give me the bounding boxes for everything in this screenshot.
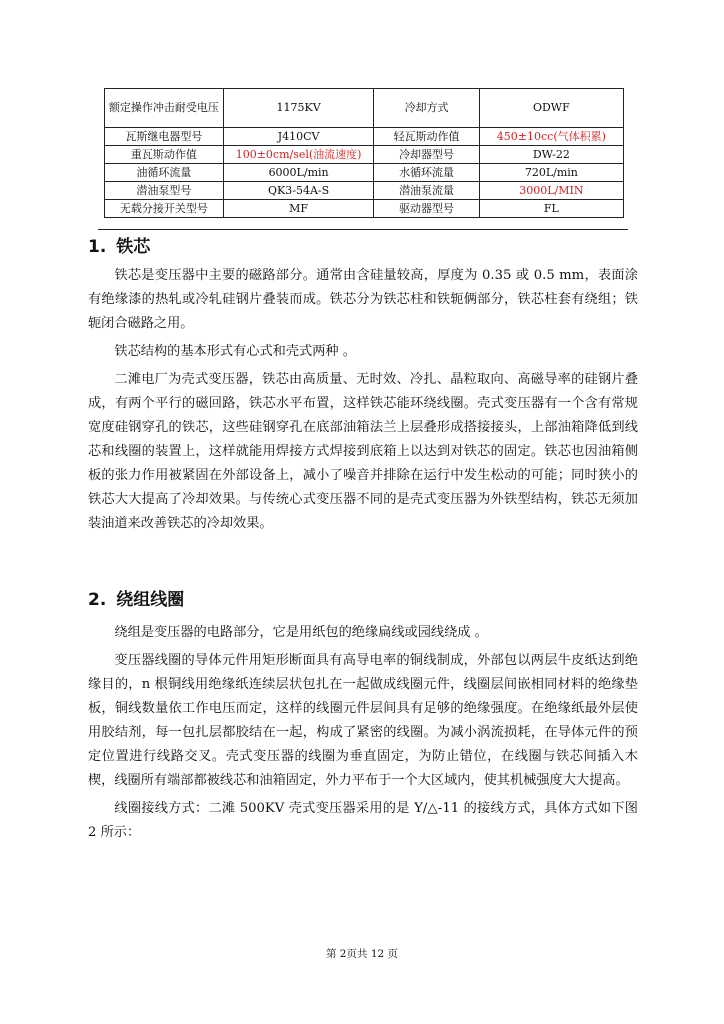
table-row	[105, 89, 624, 128]
table-bottom-rule	[98, 229, 628, 230]
section-heading-winding	[88, 589, 184, 611]
paragraph: 绕组是变压器的电路部分，它是用纸包的绝缘扁线或园线绕成 。	[114, 625, 488, 640]
paragraph: 二滩电厂为壳式变压器，铁芯由高质量、无时效、冷扎、晶粒取向、高磁导率的硅钢片叠成，有两个平行的磁回路，铁芯水平布置，这样铁芯能环绕线圈。壳式变压器有一个含有常规宽度硅钢穿孔的铁芯，这些硅钢穿孔在底部油箱法兰上层叠形成搭接接头，上部油箱降低到线芯和线圈的装置上，这样就能用焊接方式焊接到底箱上以达到对铁芯的固定。铁芯也因油箱侧板的张力作用被紧固在外部设备上，减小了噪音并排除在运行中发生松动的可能；同时狭小的铁芯大大提高了冷却效果。与传统心式变压器不同的是壳式变压器为外铁型结构，铁芯无须加装油道来改善铁芯的冷却效果。	[88, 372, 638, 531]
table-row	[105, 146, 624, 164]
paragraph: 线圈接线方式：二滩 500KV 壳式变压器采用的是 Y/△-11 的接线方式，具体方式如下图 2 所示：	[88, 801, 638, 840]
table-cell: 冷却方式	[374, 89, 479, 128]
table-cell: 冷却器型号	[374, 146, 479, 164]
table-cell-highlighted: 100±0cm/sel(油流速度)	[223, 146, 374, 164]
section-body-winding	[88, 621, 638, 849]
section-title: 铁芯	[116, 237, 151, 257]
table-cell: 6000L/min	[223, 164, 374, 182]
paragraph: 变压器线圈的导体元件用矩形断面具有高导电率的铜线制成，外部包以两层牛皮纸达到绝缘目的，n 根铜线用绝缘纸连续层状包扎在一起做成线圈元件，线圈层间嵌相同材料的绝缘垫板，铜线数量依工作电压而定，这样的线圈元件层间具有足够的绝缘强度。在绝缘纸最外层使用胶结剂，每一包扎层都胶结在一起，构成了紧密的线圈。为减小涡流损耗，在导体元件的预定位置进行线路交叉。壳式变压器的线圈为垂直固定，为防止错位，在线圈与铁芯间插入木楔，线圈所有端部都被线芯和油箱固定，外力平布于一个大区域内，使其机械强度大大提高。	[88, 653, 638, 788]
table-cell: 重瓦斯动作值	[105, 146, 224, 164]
section-heading-core	[88, 236, 150, 258]
table-row	[105, 164, 624, 182]
table-cell: 潜油泵流量	[374, 182, 479, 200]
table-cell: 1175KV	[223, 89, 374, 128]
table-cell: 油循环流量	[105, 164, 224, 182]
table-cell: MF	[223, 200, 374, 218]
table-cell: 轻瓦斯动作值	[374, 128, 479, 146]
table-cell-highlighted: 3000L/MIN	[479, 182, 623, 200]
page-footer: 第 2页共 12 页	[325, 948, 399, 960]
paragraph: 铁芯是变压器中主要的磁路部分。通常由含硅量较高，厚度为 0.35 或 0.5 mm，表面涂有绝缘漆的热轧或冷轧硅钢片叠装而成。铁芯分为铁芯柱和铁轭俩部分，铁芯柱套有绕组；铁轭闭合磁路之用。	[88, 268, 638, 331]
table-cell: DW-22	[479, 146, 623, 164]
table-cell: 额定操作冲击耐受电压	[105, 89, 224, 128]
table-cell: QK3-54A-S	[223, 182, 374, 200]
table-cell: 潜油泵型号	[105, 182, 224, 200]
table-cell: 水循环流量	[374, 164, 479, 182]
table-cell: 驱动器型号	[374, 200, 479, 218]
table-row	[105, 182, 624, 200]
table-cell: 无载分接开关型号	[105, 200, 224, 218]
table-cell: 720L/min	[479, 164, 623, 182]
section-body-core	[88, 264, 638, 540]
table-cell: ODWF	[479, 89, 623, 128]
section-title: 绕组线圈	[116, 590, 185, 610]
section-number: 1.	[88, 237, 107, 257]
table-cell: 瓦斯继电器型号	[105, 128, 224, 146]
table-row	[105, 128, 624, 146]
table-cell: FL	[479, 200, 623, 218]
paragraph: 铁芯结构的基本形式有心式和壳式两种 。	[114, 344, 356, 359]
table-cell: J410CV	[223, 128, 374, 146]
table-row	[105, 200, 624, 218]
transformer-spec-table	[104, 88, 624, 218]
section-number: 2.	[88, 590, 107, 610]
table-cell-highlighted: 450±10cc(气体积累)	[479, 128, 623, 146]
